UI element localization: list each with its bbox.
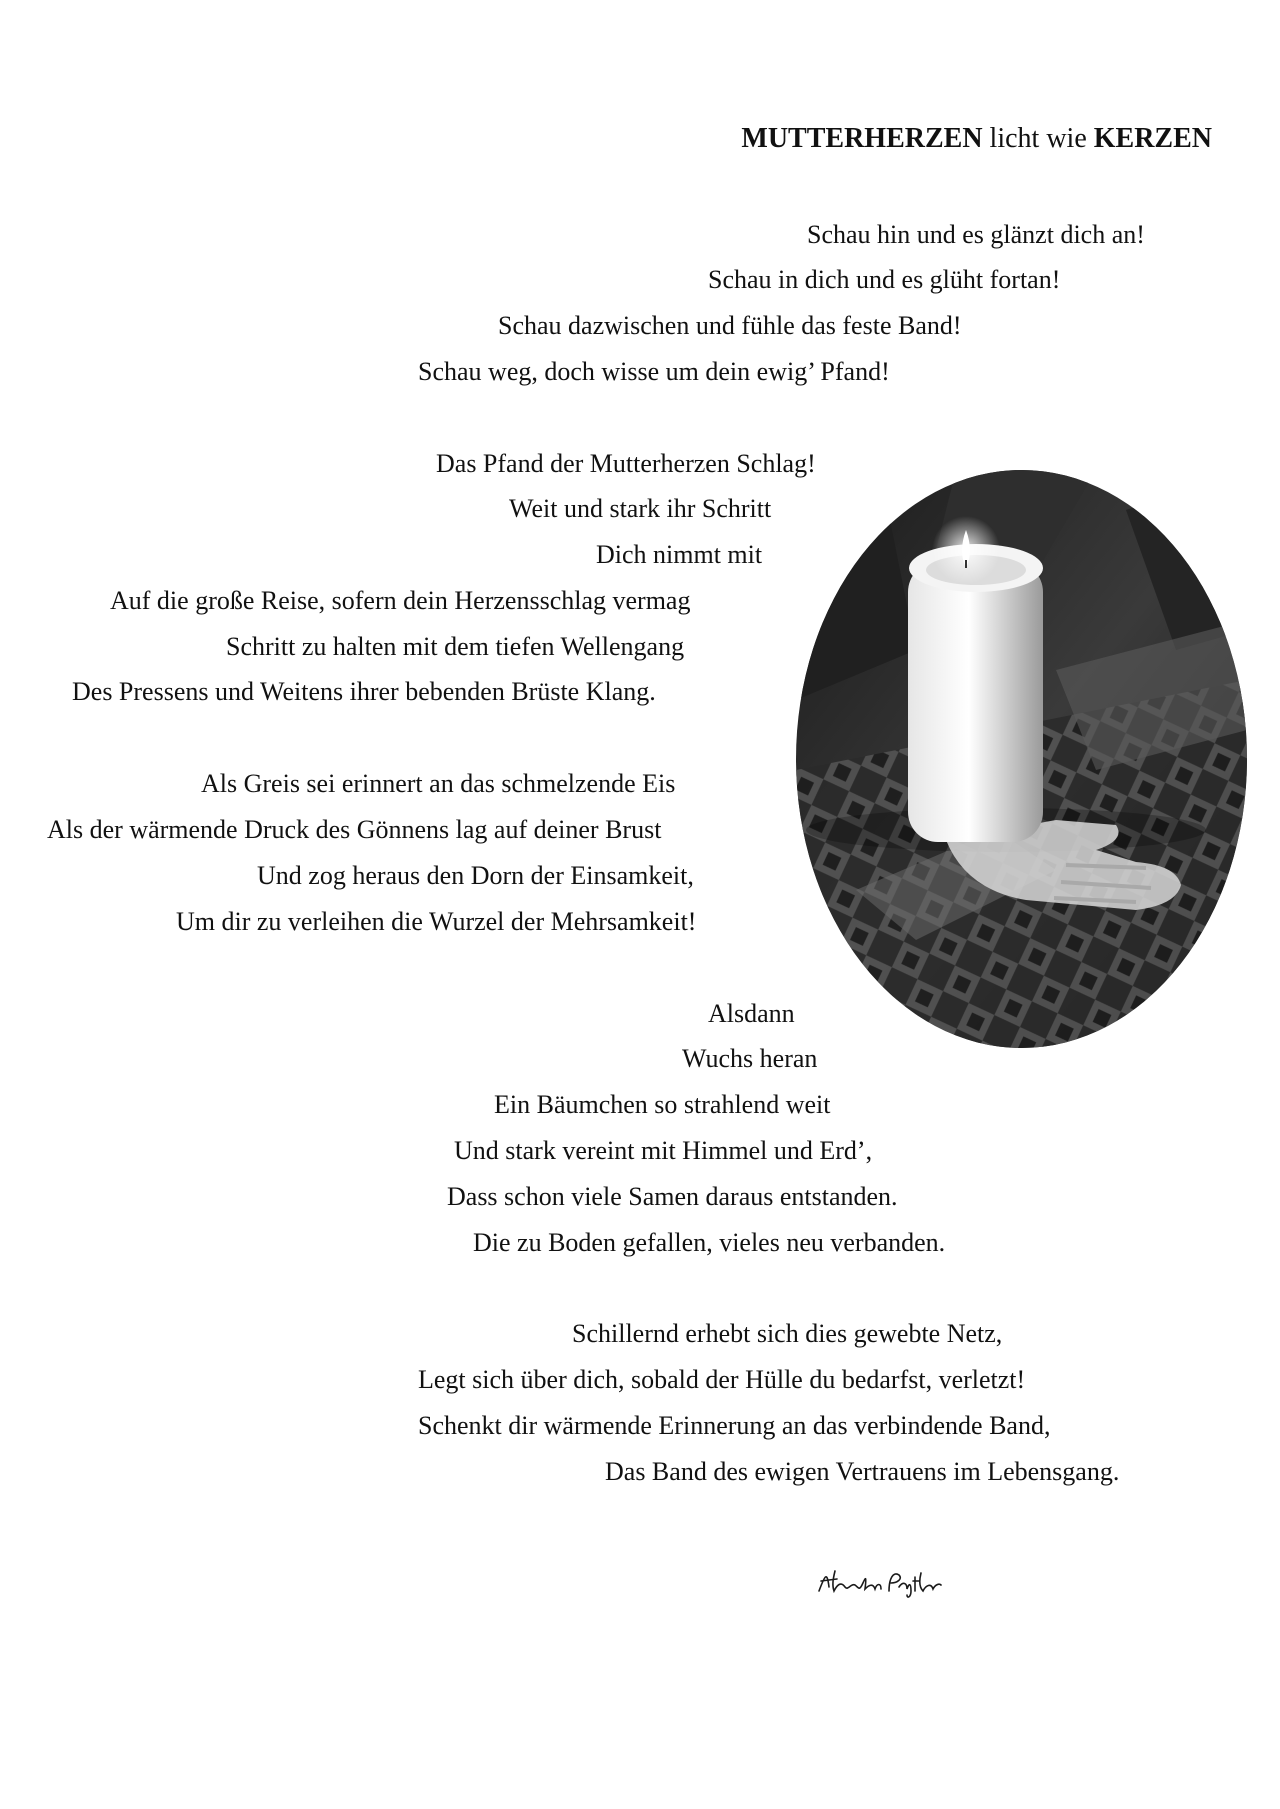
poem-line: Das Band des ewigen Vertrauens im Lebensgang. [605, 1457, 1120, 1486]
poem-line: Und zog heraus den Dorn der Einsamkeit, [257, 861, 694, 890]
title-bold-2: KERZEN [1093, 123, 1212, 154]
poem-line: Legt sich über dich, sobald der Hülle du bedarfst, verletzt! [418, 1365, 1026, 1394]
poem-line: Schillernd erhebt sich dies gewebte Netz, [572, 1319, 1003, 1348]
title-middle: licht wie [982, 123, 1094, 154]
poem-line: Auf die große Reise, sofern dein Herzensschlag vermag [110, 586, 691, 615]
poem-title [741, 123, 1212, 155]
poem-line: Das Pfand der Mutterherzen Schlag! [436, 449, 816, 478]
candle-photo [796, 470, 1247, 1048]
poem-line: Des Pressens und Weitens ihrer bebenden Brüste Klang. [72, 677, 656, 706]
poem-line: Und stark vereint mit Himmel und Erd’, [454, 1136, 873, 1165]
poem-line: Schenkt dir wärmende Erinnerung an das verbindende Band, [418, 1411, 1051, 1440]
poem-line: Schritt zu halten mit dem tiefen Wellengang [226, 632, 685, 661]
poem-line: Dich nimmt mit [596, 540, 763, 569]
poem-line: Wuchs heran [682, 1044, 818, 1073]
author-signature [815, 1565, 945, 1605]
poem-line: Schau in dich und es glüht fortan! [708, 265, 1061, 294]
signature-text [945, 1565, 946, 1566]
poem-line: Alsdann [708, 999, 795, 1028]
poem-line: Dass schon viele Samen daraus entstanden. [447, 1182, 898, 1211]
poem-line: Schau weg, doch wisse um dein ewig’ Pfand! [418, 357, 890, 386]
title-bold-1: MUTTERHERZEN [741, 123, 983, 154]
poem-line: Als der wärmende Druck des Gönnens lag auf deiner Brust [47, 815, 662, 844]
poem-line: Als Greis sei erinnert an das schmelzende Eis [201, 769, 676, 798]
poem-line: Schau dazwischen und fühle das feste Band! [498, 311, 962, 340]
poem-line: Weit und stark ihr Schritt [509, 494, 772, 523]
poem-line: Ein Bäumchen so strahlend weit [494, 1090, 831, 1119]
signature-handwriting [815, 1565, 945, 1599]
poem-line: Um dir zu verleihen die Wurzel der Mehrsamkeit! [176, 907, 697, 936]
poem-line: Schau hin und es glänzt dich an! [807, 220, 1145, 249]
poem-line: Die zu Boden gefallen, vieles neu verbanden. [473, 1228, 946, 1257]
